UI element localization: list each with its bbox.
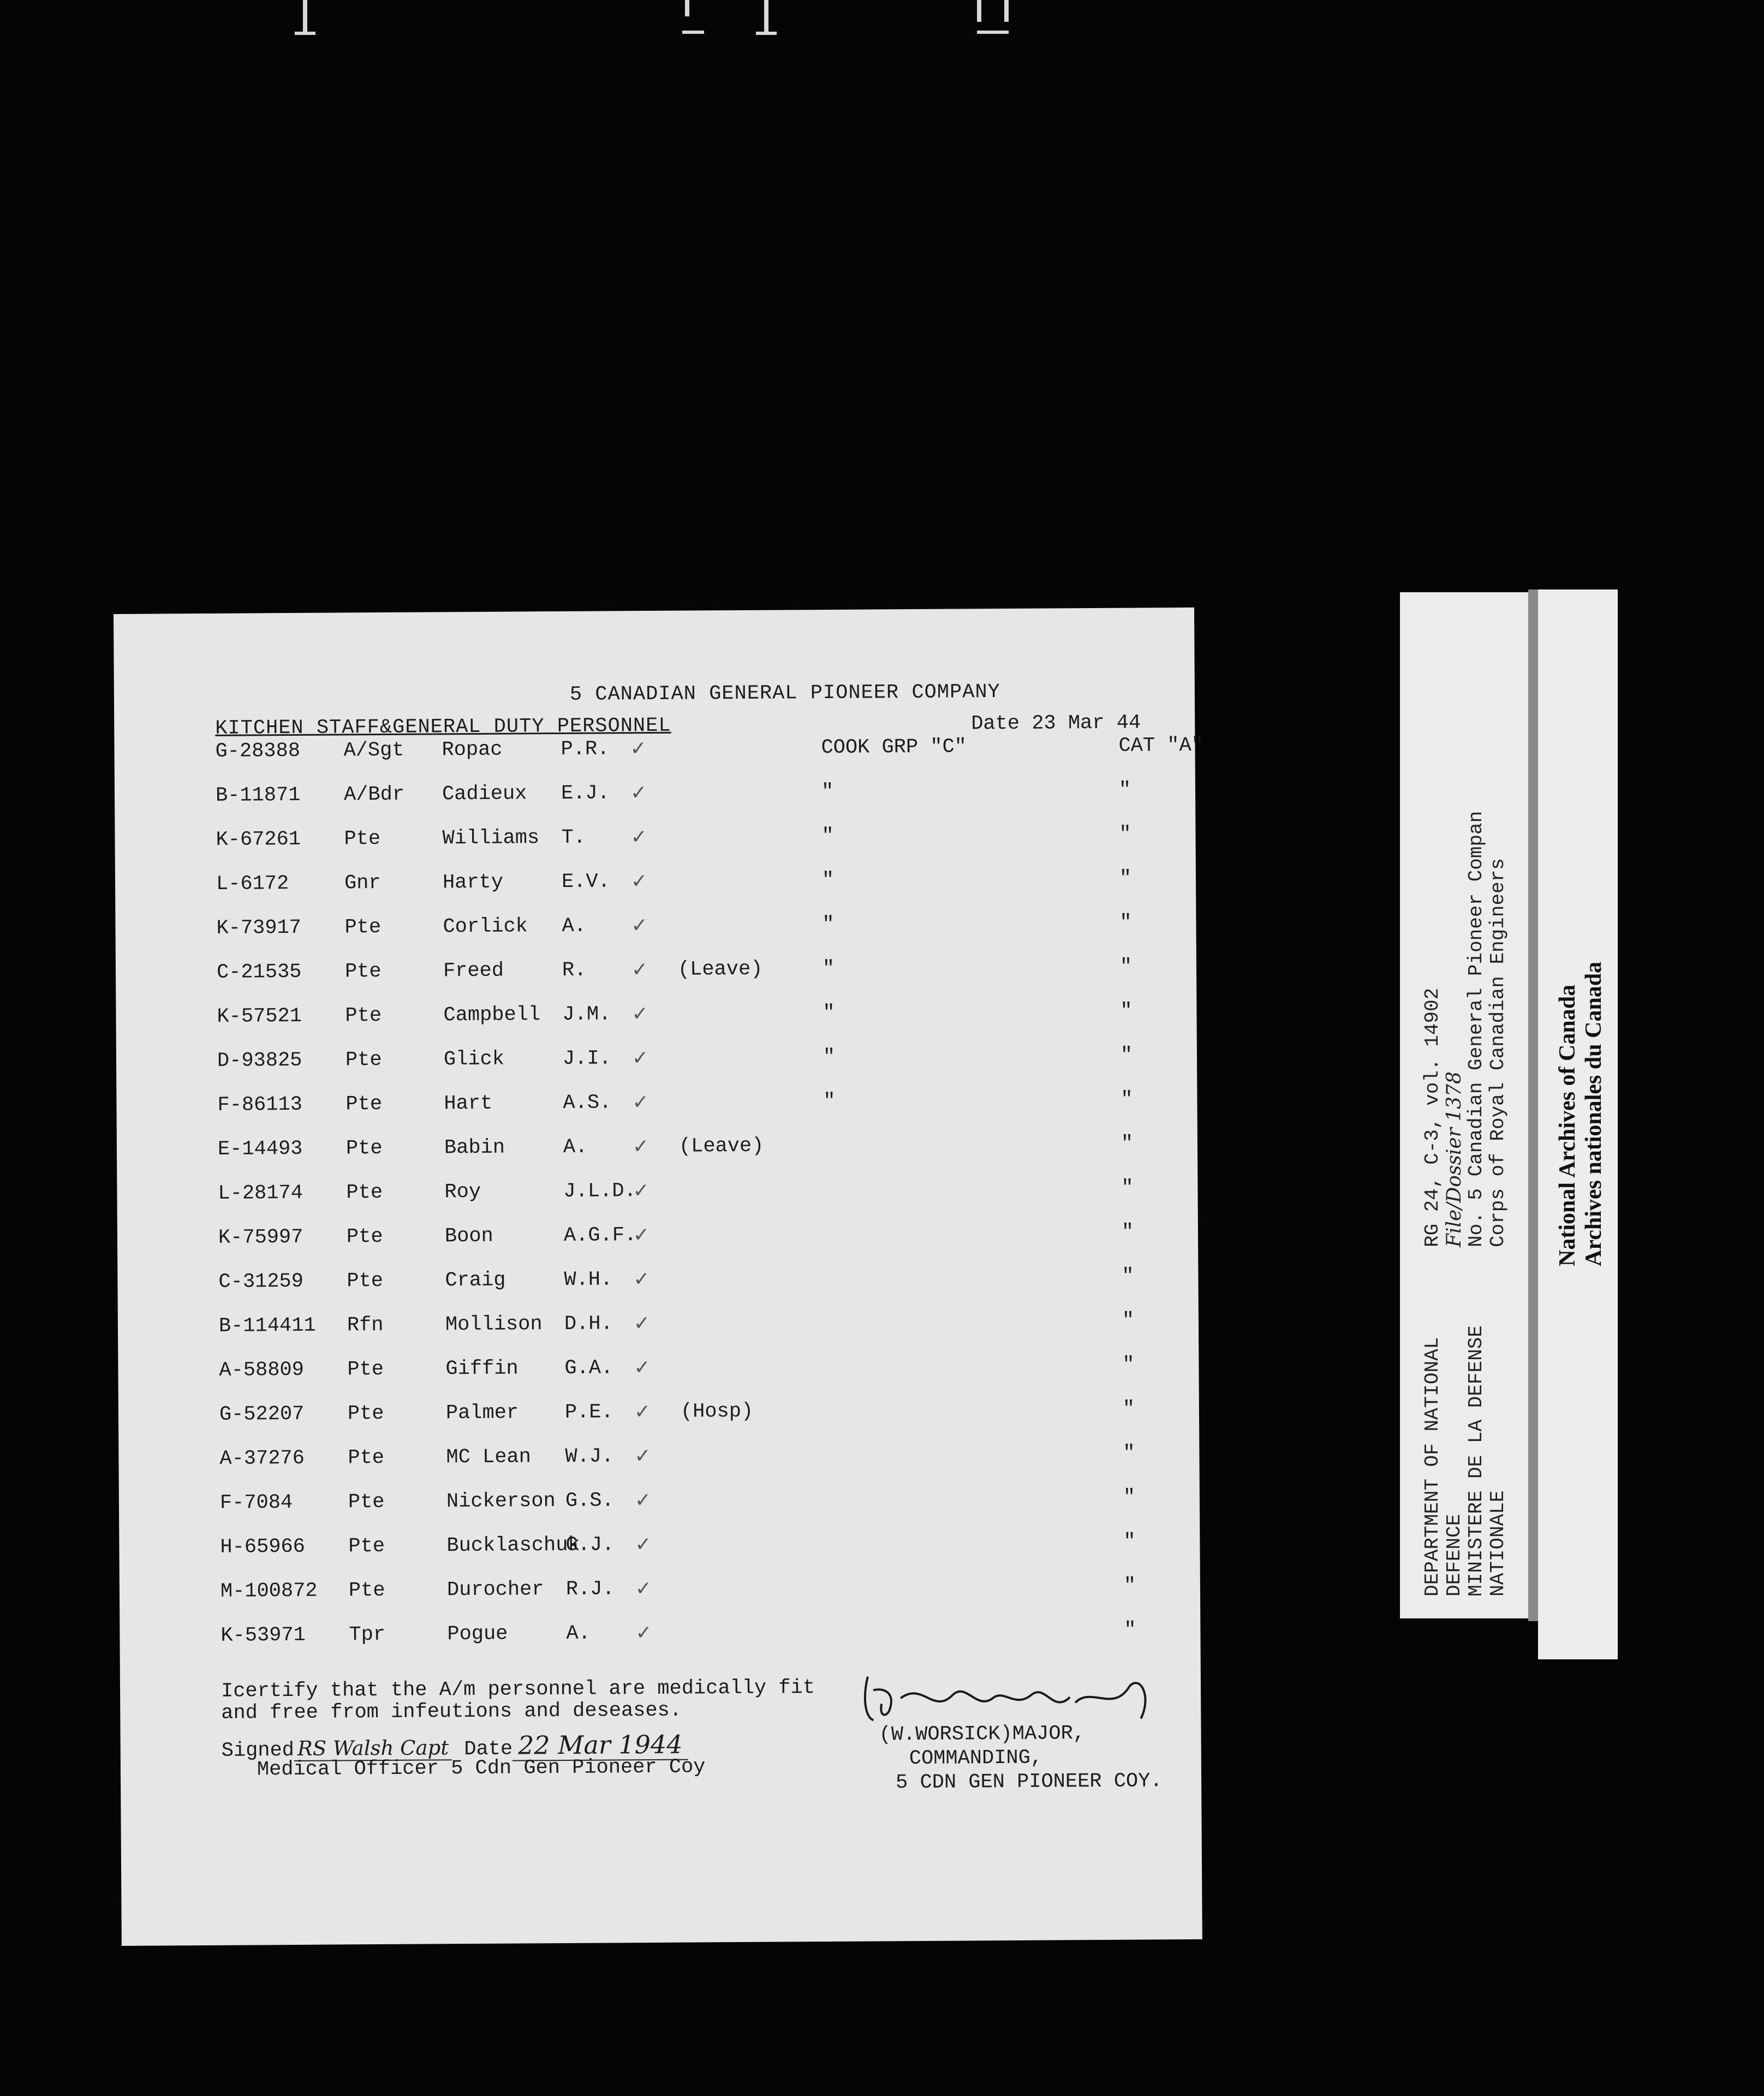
personnel-row xyxy=(218,1176,1189,1226)
medical-category: " xyxy=(1123,1442,1135,1465)
initials: A. xyxy=(563,1135,588,1159)
personnel-row xyxy=(219,1397,1191,1448)
rank: Pte xyxy=(348,1490,385,1514)
personnel-row xyxy=(220,1486,1191,1536)
service-number: F-86113 xyxy=(217,1093,303,1117)
surname: Giffin xyxy=(445,1357,519,1381)
initials: R. xyxy=(562,958,587,982)
check-mark-icon: ✓ xyxy=(634,1401,651,1424)
medical-category: " xyxy=(1119,911,1132,934)
personnel-row xyxy=(220,1530,1191,1580)
surname: Freed xyxy=(443,959,504,983)
check-mark-icon: ✓ xyxy=(631,1047,649,1070)
surname: Harty xyxy=(442,871,504,895)
file-number-handwritten: File/Dossier 1378 xyxy=(1443,1071,1465,1247)
initials: A. xyxy=(562,914,587,938)
medical-category: " xyxy=(1122,1309,1135,1332)
rank: A/Bdr xyxy=(343,783,405,807)
rank: Pte xyxy=(347,1402,384,1426)
service-number: K-53971 xyxy=(221,1623,306,1647)
surname: Hart xyxy=(444,1092,493,1116)
cook-group: " xyxy=(821,824,834,848)
surname: Boon xyxy=(444,1224,493,1248)
check-mark-icon: ✓ xyxy=(633,1268,650,1291)
reel-marks xyxy=(0,0,1764,44)
medical-category: " xyxy=(1118,778,1131,802)
check-mark-icon: ✓ xyxy=(633,1224,650,1247)
initials: W.J. xyxy=(565,1445,614,1468)
rank: Pte xyxy=(345,1049,382,1072)
surname: Williams xyxy=(442,826,540,850)
cook-group: " xyxy=(821,868,835,892)
personnel-row xyxy=(216,867,1188,917)
surname: MC Lean xyxy=(446,1445,532,1469)
service-number: D-93825 xyxy=(217,1049,302,1073)
medical-category: " xyxy=(1121,1132,1134,1156)
personnel-row xyxy=(216,911,1188,961)
personnel-row xyxy=(218,1220,1190,1271)
signed-date: 22 Mar 1944 xyxy=(512,1730,688,1761)
check-mark-icon: ✓ xyxy=(635,1577,652,1600)
service-number: C-21535 xyxy=(216,960,302,984)
rank: Pte xyxy=(344,827,381,851)
check-mark-icon: ✓ xyxy=(634,1489,652,1512)
initials: A.S. xyxy=(563,1091,612,1115)
rank: Pte xyxy=(344,960,382,984)
section-title: KITCHEN STAFF&GENERAL DUTY PERSONNEL xyxy=(215,714,671,740)
department-text: DEPARTMENT OF NATIONAL DEFENCE MINISTERE DE LA DEFENSE NATIONALE xyxy=(1421,1325,1509,1597)
personnel-row xyxy=(217,1044,1189,1094)
cook-group: " xyxy=(821,780,834,804)
medical-category: " xyxy=(1123,1486,1136,1509)
medical-category: CAT "A" xyxy=(1118,734,1204,758)
initials: A. xyxy=(566,1622,591,1645)
initials: W.H. xyxy=(564,1268,613,1291)
surname: Roy xyxy=(444,1180,481,1204)
rank: A/Sgt xyxy=(343,739,404,763)
cook-group: " xyxy=(823,1045,836,1069)
initials: J.M. xyxy=(562,1003,611,1026)
medical-signature-line: Signed RS Walsh Capt Date 22 Mar 1944 xyxy=(222,1730,688,1763)
check-mark-icon: ✓ xyxy=(631,958,648,981)
surname: Glick xyxy=(443,1047,505,1071)
surname: Craig xyxy=(445,1269,506,1293)
medical-officer-caption: Medical Officer 5 Cdn Gen Pioneer Coy xyxy=(257,1755,706,1782)
service-number: L-28174 xyxy=(218,1181,303,1205)
surname: Cadieux xyxy=(442,782,527,806)
initials: E.V. xyxy=(561,870,610,894)
rank: Pte xyxy=(345,1004,382,1028)
medical-category: " xyxy=(1121,1220,1134,1244)
rank: Pte xyxy=(345,1093,383,1116)
medical-category: " xyxy=(1121,1176,1134,1200)
service-number: C-31259 xyxy=(218,1270,304,1294)
check-mark-icon: ✓ xyxy=(630,826,647,849)
certification-text: Icertify that the A/m personnel are medically fit and free from infeutions and deseases. xyxy=(221,1676,815,1725)
medical-category: " xyxy=(1119,955,1133,979)
medical-category: " xyxy=(1123,1530,1136,1553)
commander-signature xyxy=(857,1664,1163,1725)
status-note: (Hosp) xyxy=(680,1400,754,1424)
cook-group: " xyxy=(823,1001,835,1025)
personnel-row xyxy=(219,1353,1190,1403)
rank: Pte xyxy=(348,1446,385,1470)
personnel-row xyxy=(218,1265,1190,1315)
rank: Tpr xyxy=(349,1623,386,1647)
service-number: K-67261 xyxy=(216,827,301,851)
check-mark-icon: ✓ xyxy=(634,1445,651,1468)
service-number: K-75997 xyxy=(218,1225,303,1249)
service-number: E-14493 xyxy=(217,1137,303,1161)
medical-officer-signature: RS Walsh Capt xyxy=(294,1736,452,1761)
reference-text: RG 24, C-3, vol. 14902 File/Dossier 1378 No. 5 Canadian General Pioneer Compan Corps of Royal Canadian Engineers xyxy=(1421,811,1509,1247)
personnel-row xyxy=(221,1574,1192,1624)
rank: Pte xyxy=(348,1579,385,1603)
initials: R.J. xyxy=(565,1577,615,1601)
medical-category: " xyxy=(1119,867,1132,890)
service-number: M-100872 xyxy=(220,1579,318,1603)
personnel-row xyxy=(219,1442,1191,1492)
service-number: F-7084 xyxy=(219,1491,293,1515)
archive-label-card xyxy=(1400,592,1539,1618)
personnel-row xyxy=(217,1088,1189,1138)
initials: E.J. xyxy=(561,782,610,805)
initials: T. xyxy=(561,826,586,849)
service-number: B-114411 xyxy=(218,1314,316,1338)
surname: Bucklaschuk xyxy=(446,1533,580,1558)
service-number: G-52207 xyxy=(219,1402,305,1426)
check-mark-icon: ✓ xyxy=(632,1091,649,1114)
medical-category: " xyxy=(1119,823,1131,846)
rank: Pte xyxy=(348,1534,385,1558)
check-mark-icon: ✓ xyxy=(630,737,647,760)
service-number: H-65966 xyxy=(220,1535,306,1559)
surname: Palmer xyxy=(445,1401,519,1425)
surname: Campbell xyxy=(443,1003,541,1027)
personnel-row xyxy=(217,999,1188,1050)
rank: Pte xyxy=(346,1181,383,1205)
archives-french: Archives nationales du Canada xyxy=(1581,961,1606,1266)
surname: Pogue xyxy=(447,1622,508,1646)
medical-category: " xyxy=(1124,1618,1136,1642)
check-mark-icon: ✓ xyxy=(634,1356,651,1379)
rank: Gnr xyxy=(344,872,381,895)
rank: Pte xyxy=(344,916,382,939)
check-mark-icon: ✓ xyxy=(633,1180,649,1202)
document-date: Date 23 Mar 44 xyxy=(971,711,1141,736)
cook-group: " xyxy=(822,913,835,937)
medical-category: " xyxy=(1121,1088,1133,1111)
service-number: K-73917 xyxy=(216,916,302,940)
personnel-row xyxy=(218,1132,1189,1182)
personnel-row xyxy=(216,823,1187,873)
medical-category: " xyxy=(1123,1574,1136,1598)
rank: Pte xyxy=(345,1137,383,1160)
service-number: B-11871 xyxy=(215,783,301,807)
initials: D.H. xyxy=(564,1312,613,1336)
personnel-list xyxy=(215,734,1204,1669)
personnel-row xyxy=(217,955,1188,1005)
medical-category: " xyxy=(1122,1353,1135,1377)
surname: Ropac xyxy=(442,738,503,762)
personnel-row xyxy=(216,778,1187,829)
initials: G.J. xyxy=(565,1533,615,1557)
initials: P.R. xyxy=(561,737,610,761)
personnel-row xyxy=(219,1309,1190,1359)
check-mark-icon: ✓ xyxy=(630,782,647,805)
medical-category: " xyxy=(1120,999,1133,1023)
service-number: K-57521 xyxy=(217,1004,302,1028)
surname: Mollison xyxy=(445,1313,543,1337)
check-mark-icon: ✓ xyxy=(635,1622,652,1645)
rank: Rfn xyxy=(347,1314,384,1337)
surname: Babin xyxy=(444,1136,505,1160)
medical-category: " xyxy=(1122,1265,1134,1288)
cook-group: " xyxy=(823,1089,836,1114)
check-mark-icon: ✓ xyxy=(631,1003,648,1026)
initials: G.S. xyxy=(565,1489,614,1513)
surname: Nickerson xyxy=(446,1490,556,1514)
cook-group: " xyxy=(822,957,835,981)
check-mark-icon: ✓ xyxy=(630,870,648,893)
service-number: A-37276 xyxy=(219,1446,305,1470)
document-sheet xyxy=(114,608,1202,1946)
national-archives-card xyxy=(1538,590,1618,1659)
surname: Corlick xyxy=(443,915,528,939)
service-number: G-28388 xyxy=(215,739,301,763)
check-mark-icon: ✓ xyxy=(631,914,648,937)
initials: J.I. xyxy=(562,1047,611,1070)
document-heading: 5 CANADIAN GENERAL PIONEER COMPANY xyxy=(569,681,1000,706)
service-number: A-58809 xyxy=(219,1358,305,1382)
initials: G.A. xyxy=(564,1356,613,1380)
commander-block: (W.WORSICK)MAJOR, COMMANDING, 5 CDN GEN PIONEER COY. xyxy=(879,1722,1163,1795)
medical-category: " xyxy=(1120,1044,1133,1067)
initials: P.E. xyxy=(564,1401,613,1424)
archives-english: National Archives of Canada xyxy=(1555,984,1580,1266)
status-note: (Leave) xyxy=(678,1134,764,1158)
medical-category: " xyxy=(1122,1397,1135,1421)
check-mark-icon: ✓ xyxy=(635,1533,652,1556)
initials: A.G.F. xyxy=(563,1224,637,1247)
rank: Pte xyxy=(346,1225,383,1249)
initials: J.L.D. xyxy=(563,1180,636,1203)
service-number: L-6172 xyxy=(216,872,289,896)
check-mark-icon: ✓ xyxy=(633,1312,651,1335)
personnel-row xyxy=(221,1618,1192,1669)
check-mark-icon: ✓ xyxy=(632,1135,649,1158)
rank: Pte xyxy=(347,1358,384,1382)
cook-group: COOK GRP "C" xyxy=(821,735,967,760)
status-note: (Leave) xyxy=(677,957,763,981)
personnel-row xyxy=(215,734,1204,784)
rank: Pte xyxy=(347,1270,384,1293)
surname: Durocher xyxy=(446,1578,544,1602)
